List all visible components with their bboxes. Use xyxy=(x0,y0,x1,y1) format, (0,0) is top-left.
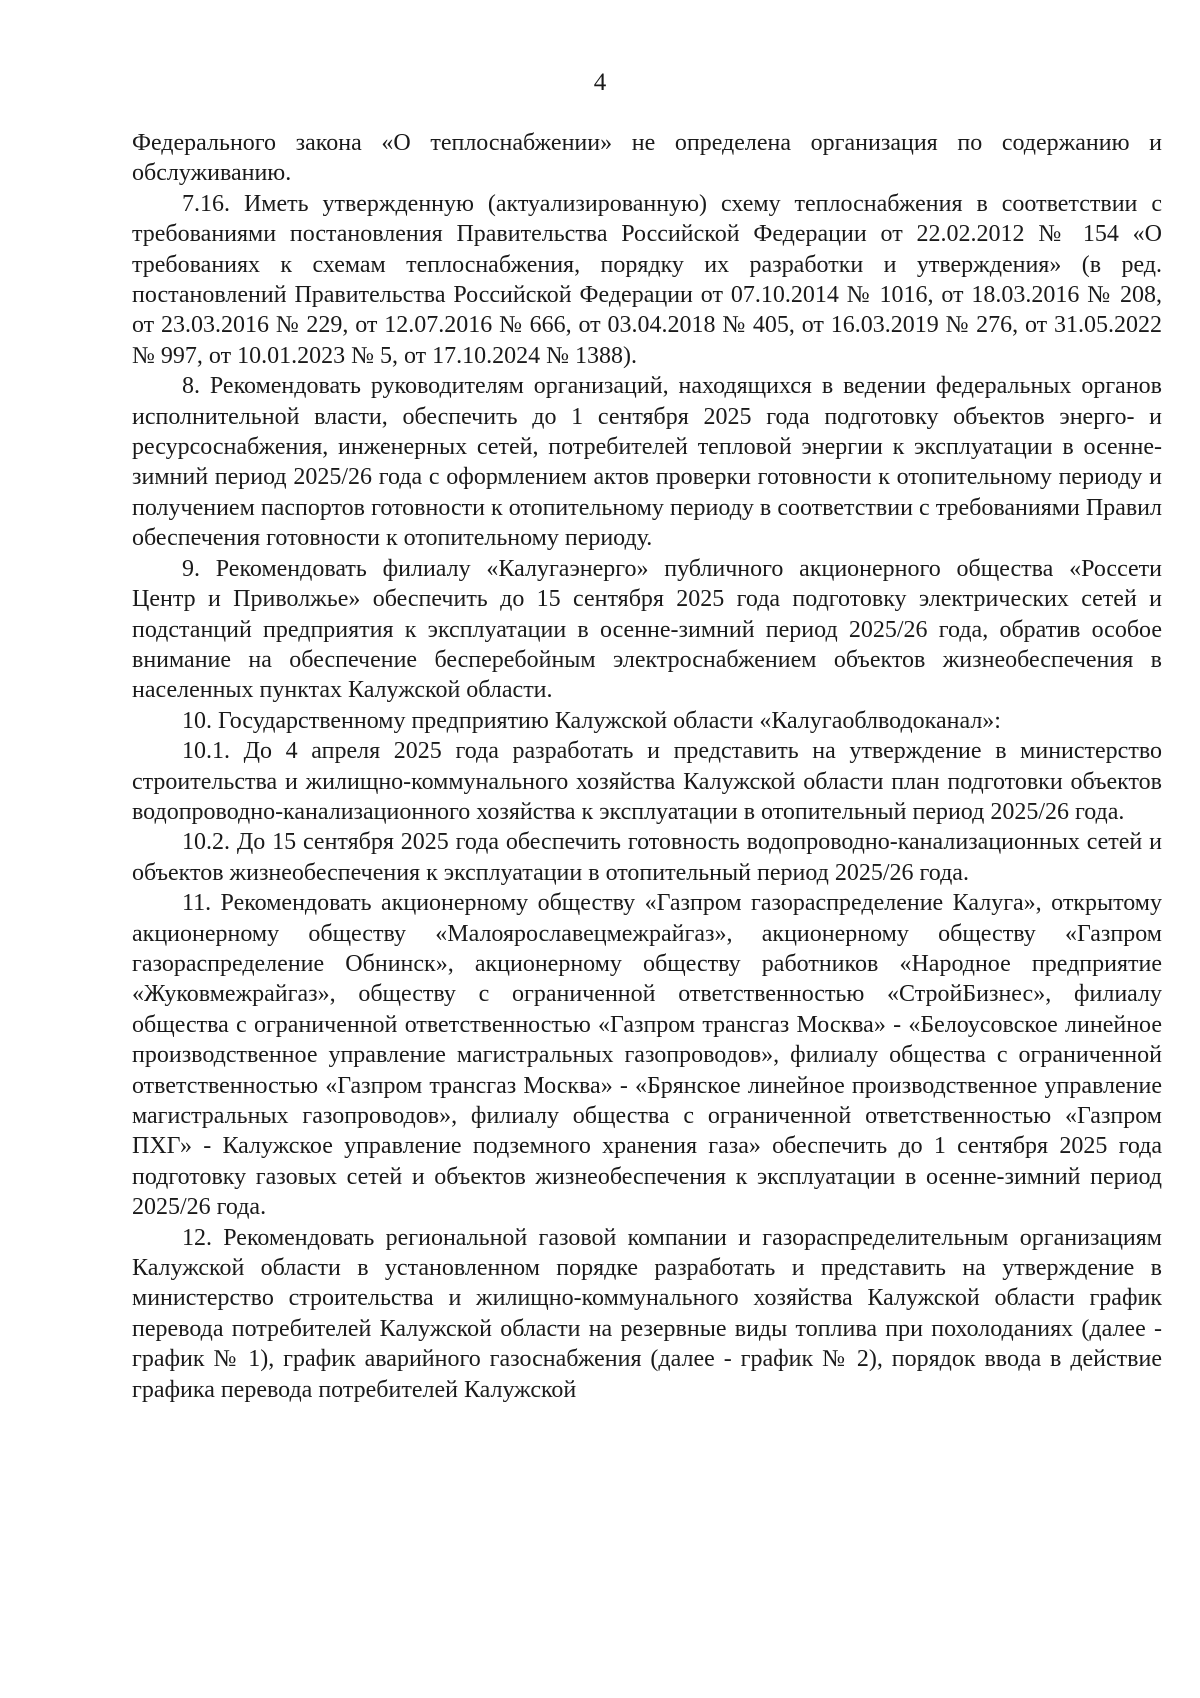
document-body xyxy=(132,128,1162,1405)
paragraph-10-2: 10.2. До 15 сентября 2025 года обеспечить готовность водопроводно-канализационных сетей и объектов жизнеобеспечения к эксплуатации в отопительный период 2025/26 года. xyxy=(132,829,1162,886)
paragraph-8: 8. Рекомендовать руководителям организаций, находящихся в ведении федеральных органов исполнительной власти, обеспечить до 1 сентября 2025 года подготовку объектов энерго- и ресурсоснабжения, инженерных сетей, потребителей тепловой энергии к эксплуатации в осенне-зимний период 2025/26 года с оформлением актов проверки готовности к отопительному периоду и получением паспортов готовности к отопительному периоду в соответствии с требованиями Правил обеспечения готовности к отопительному периоду. xyxy=(132,373,1162,552)
paragraph-10: 10. Государственному предприятию Калужской области «Калугаоблводоканал»: xyxy=(182,707,1001,734)
page-number: 4 xyxy=(593,69,607,96)
paragraph-9: 9. Рекомендовать филиалу «Калугаэнерго» публичного акционерного общества «Россети Центр и Приволжье» обеспечить до 15 сентября 2025 года подготовку электрических сетей и подстанций предприятия к эксплуатации в осенне-зимний период 2025/26 года, обратив особое внимание на обеспечение бесперебойным электроснабжением объектов жизнеобеспечения в населенных пунктах Калужской области. xyxy=(132,555,1162,704)
paragraph-10-1: 10.1. До 4 апреля 2025 года разработать и представить на утверждение в министерство строительства и жилищно-коммунального хозяйства Калужской области план подготовки объектов водопроводно-канализационного хозяйства к эксплуатации в отопительный период 2025/26 года. xyxy=(132,738,1162,825)
paragraph-11: 11. Рекомендовать акционерному обществу «Газпром газораспределение Калуга», открытому акционерному обществу «Малоярославецмежрайгаз», акционерному обществу «Газпром газораспределение Обнинск», акционерному обществу работников «Народное предприятие «Жуковмежрайгаз», обществу с ограниченной ответственностью «СтройБизнес», филиалу общества с ограниченной ответственностью «Газпром трансгаз Москва» - «Белоусовское линейное производственное управление магистральных газопроводов», филиалу общества с ограниченной ответственностью «Газпром трансгаз Москва» - «Брянское линейное производственное управление магистральных газопроводов», филиалу общества с ограниченной ответственностью «Газпром ПХГ» - Калужское управление подземного хранения газа» обеспечить до 1 сентября 2025 года подготовку газовых сетей и объектов жизнеобеспечения к эксплуатации в осенне-зимний период 2025/26 года. xyxy=(132,890,1162,1221)
paragraph-7-16: 7.16. Иметь утвержденную (актуализированную) схему теплоснабжения в соответствии с требованиями постановления Правительства Российской Федерации от 22.02.2012 № 154 «О требованиях к схемам теплоснабжения, порядку их разработки и утверждения» (в ред. постановлений Правительства Российской Федерации от 07.10.2014 № 1016, от 18.03.2016 № 208, от 23.03.2016 № 229, от 12.07.2016 № 666, от 03.04.2018 № 405, от 16.03.2019 № 276, от 31.05.2022 № 997, от 10.01.2023 № 5, от 17.10.2024 № 1388). xyxy=(132,190,1162,369)
paragraph-continuation: Федерального закона «О теплоснабжении» не определена организация по содержанию и обслуживанию. xyxy=(132,130,1162,187)
paragraph-12: 12. Рекомендовать региональной газовой компании и газораспределительным организациям Калужской области в установленном порядке разработать и представить на утверждение в министерство строительства и жилищно-коммунального хозяйства Калужской области график перевода потребителей Калужской области на резервные виды топлива при похолоданиях (далее - график № 1), график аварийного газоснабжения (далее - график № 2), порядок ввода в действие графика перевода потребителей Калужской xyxy=(132,1224,1162,1403)
